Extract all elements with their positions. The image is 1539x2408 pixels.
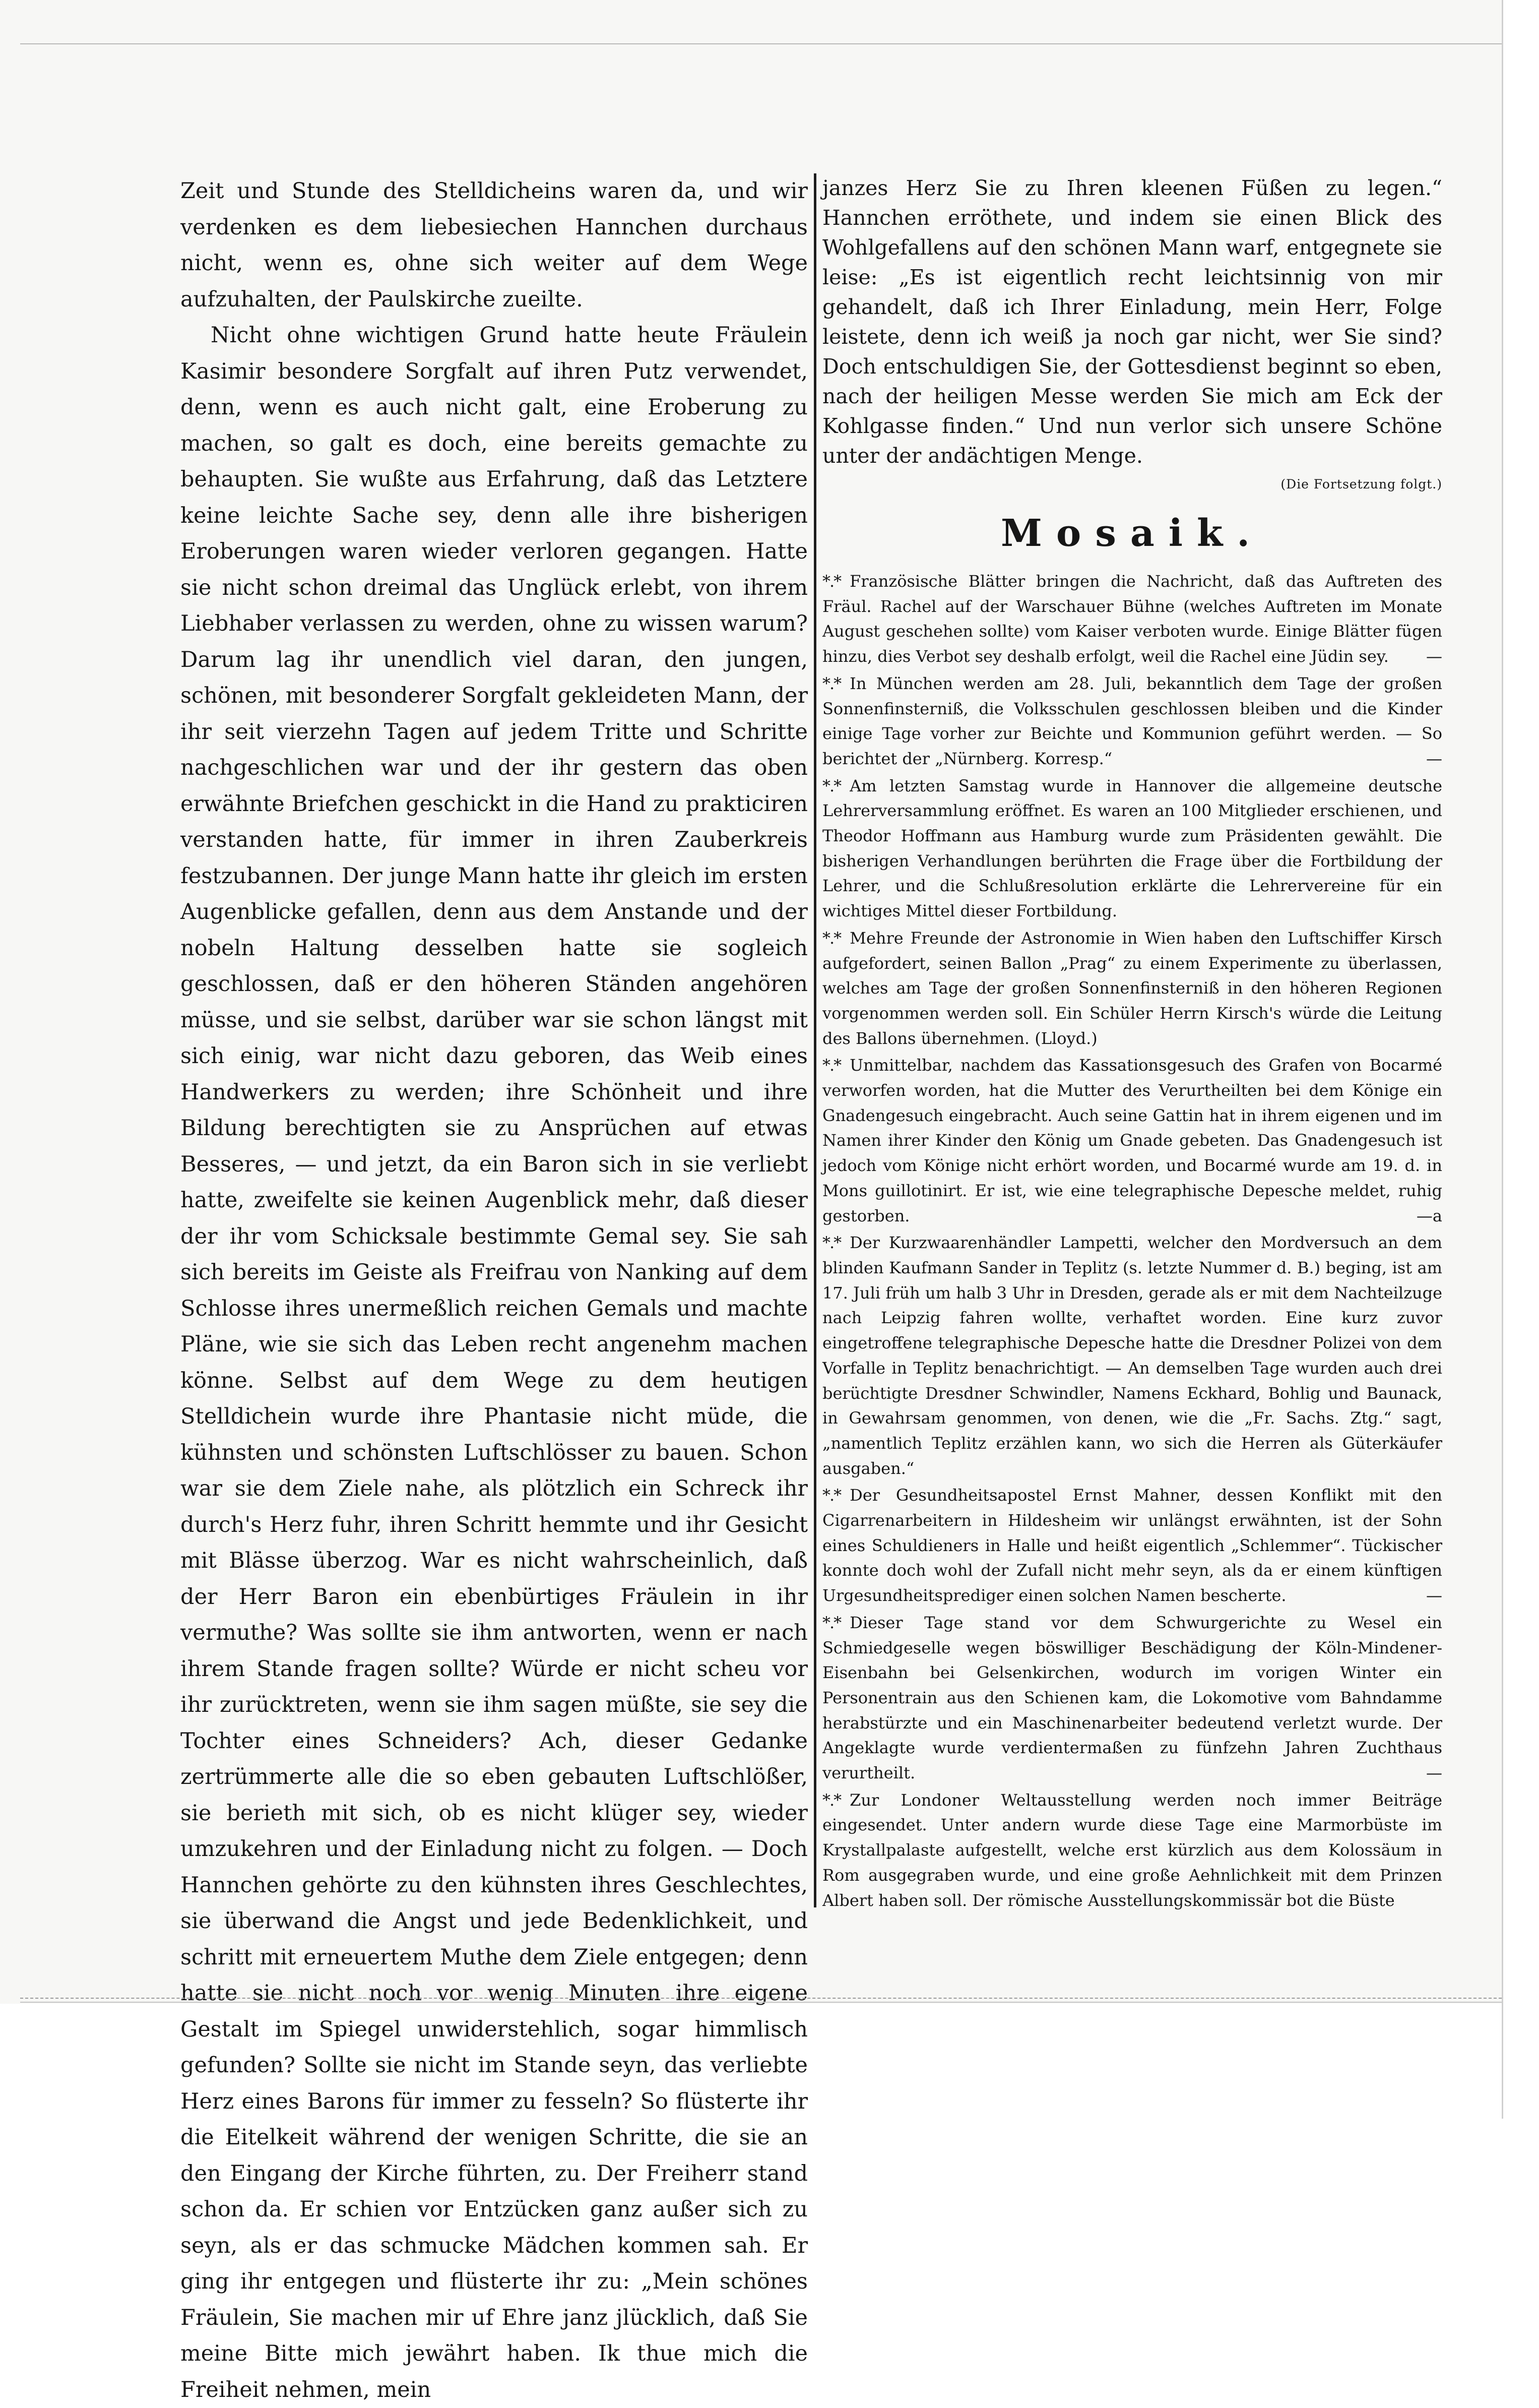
section-title: Mosaik. <box>1000 512 1264 555</box>
news-marker: *.* <box>822 776 841 795</box>
news-marker: *.* <box>822 673 841 693</box>
news-marker: *.* <box>822 1233 841 1253</box>
news-marker: *.* <box>822 928 841 948</box>
news-item <box>822 1053 1442 1228</box>
news-end-mark: — <box>1426 749 1442 768</box>
page-edge <box>1502 0 1539 2119</box>
news-marker: *.* <box>822 1790 841 1810</box>
news-item <box>822 569 1442 669</box>
news-text: Mehre Freunde der Astronomie in Wien haben den Luftschiffer Kirsch aufgefordert, seinen Ballon „Prag“ zu einem Experimente zu überlassen, welches am Tage der großen Sonnenfinsterniß in den höheren Regionen vorgenommen werden soll. Ein Schüler Herrn Kirsch's würde die Leitung des Ballons übernehmen. (Lloyd.) <box>822 928 1442 1048</box>
news-text: Zur Londoner Weltausstellung werden noch immer Beiträge eingesendet. Unter andern wurde diese Tage eine Marmorbüste im Krystallpalaste aufgestellt, welche erst kürzlich aus dem Kolossäum in Rom ausgegraben wurde, und eine große Aehnlichkeit mit dem Prinzen Albert haben soll. Der römische Ausstellungskommissär bot die Büste <box>822 1790 1442 1910</box>
news-item <box>822 774 1442 924</box>
news-text: Unmittelbar, nachdem das Kassationsgesuch des Grafen von Bocarmé verworfen worden, hat die Mutter des Verurtheilten bei dem Könige ein Gnadengesuch eingebracht. Auch seine Gattin hat in ihrem eigenen und im Namen ihrer Kinder den König um Gnade gebeten. Das Gnadengesuch ist jedoch vom Könige nicht erhört worden, und Bocarmé wurde am 19. d. in Mons guillotinirt. Er ist, wie eine telegraphische Depesche meldet, ruhig gestorben. <box>822 1056 1442 1225</box>
news-text: Am letzten Samstag wurde in Hannover die allgemeine deutsche Lehrerversammlung eröffnet. Es waren an 100 Mitglieder erschienen, und Theodor Hoffmann aus Hamburg wurde zum Präsidenten gewählt. Die bisherigen Verhandlungen berührten die Frage über die Fortbildung der Lehrer, und die Schlußresolution erklärte die Lehrervereine für ein wichtiges Mittel dieser Fortbildung. <box>822 776 1442 921</box>
story-paragraph: Nicht ohne wichtigen Grund hatte heute Fräulein Kasimir besondere Sorgfalt auf ihren Putz verwendet, denn, wenn es auch nicht galt, eine Eroberung zu machen, so galt es doch, eine bereits gemachte zu behaupten. Sie wußte aus Erfahrung, daß das Letztere keine leichte Sache sey, denn alle ihre bisherigen Eroberungen waren wieder verloren gegangen. Hatte sie nicht schon dreimal das Unglück erlebt, von ihrem Liebhaber verlassen zu werden, ohne zu wissen warum? Darum lag ihr unendlich viel daran, den jungen, schönen, mit besonderer Sorgfalt gekleideten Mann, der ihr seit vierzehn Tagen auf jedem Tritte und Schritte nachgeschlichen war und der ihr gestern das oben erwähnte Briefchen geschickt in die Hand zu prakticiren verstanden hatte, für immer in ihren Zauberkreis festzubannen. Der junge Mann hatte ihr gleich im ersten Augenblicke gefallen, denn aus dem Anstande und der nobeln Haltung desselben hatte sie sogleich geschlossen, daß er den höheren Ständen angehören müsse, und sie selbst, darüber war sie schon längst mit sich einig, war nicht dazu geboren, das Weib eines Handwerkers zu werden; ihre Schönheit und ihre Bildung berechtigten sie zu Ansprüchen auf etwas Besseres, — und jetzt, da ein Baron sich in sie verliebt hatte, zweifelte sie keinen Augenblick mehr, daß dieser der ihr vom Schicksale bestimmte Gemal sey. Sie sah sich bereits im Geiste als Freifrau von Nanking auf dem Schlosse ihres unermeßlich reichen Gemals und machte Pläne, wie sie sich das Leben recht angenehm machen könne. Selbst auf dem Wege zu dem heutigen Stelldichein wurde ihre Phantasie nicht müde, die kühnsten und schönsten Luftschlösser zu bauen. Schon war sie dem Ziele nahe, als plötzlich ein Schreck ihr durch's Herz fuhr, ihren Schritt hemmte und ihr Gesicht mit Blässe überzog. War es nicht wahrscheinlich, daß der Herr Baron ein ebenbürtiges Fräulein in ihr vermuthe? Was sollte sie ihm antworten, wenn er nach ihrem Stande fragen sollte? Würde er nicht scheu vor ihr zurücktreten, wenn sie ihm sagen müßte, sie sey die Tochter eines Schneiders? Ach, dieser Gedanke zertrümmerte alle die so eben gebauten Luftschlößer, sie berieth mit sich, ob es nicht klüger sey, wieder umzukehren und der Einladung nicht zu folgen. — Doch Hannchen gehörte zu den kühnsten ihres Geschlechtes, sie überwand die Angst und jede Bedenklichkeit, und schritt mit erneuertem Muthe dem Ziele entgegen; denn hatte sie nicht noch vor wenig Minuten ihre eigene Gestalt im Spiegel unwiderstehlich, sogar himmlisch gefunden? Sollte sie nicht im Stande seyn, das verliebte Herz eines Barons für immer zu fesseln? So flüsterte ihr die Eitelkeit während der wenigen Schritte, die sie an den Eingang der Kirche führten, zu. Der Freiherr stand schon da. Er schien vor Entzücken ganz außer sich zu seyn, als er das schmucke Mädchen kommen sah. Er ging ihr entgegen und flüsterte ihr zu: „Mein schönes Fräulein, Sie machen mir uf Ehre janz jlücklich, daß Sie meine Bitte mich jewährt haben. Ik thue mich die Freiheit nehmen, mein <box>180 323 808 2402</box>
news-item <box>822 1611 1442 1786</box>
top-rule <box>20 43 1502 44</box>
story-continuation: janzes Herz Sie zu Ihren kleenen Füßen zu legen.“ Hannchen erröthete, und indem sie einen Blick des Wohlgefallens auf den schönen Mann warf, entgegnete sie leise: „Es ist eigentlich recht leichtsinnig von mir gehandelt, daß ich Ihrer Einladung, mein Herr, Folge leistete, denn ich weiß ja noch gar nicht, wer Sie sind? Doch entschuldigen Sie, der Gottesdienst beginnt so eben, nach der heiligen Messe werden Sie mich am Eck der Kohlgasse finden.“ Und nun verlor sich unsere Schöne unter der andächtigen Menge. <box>822 176 1442 468</box>
news-marker: *.* <box>822 1486 841 1505</box>
story-paragraph: Zeit und Stunde des Stelldicheins waren da, und wir verdenken es dem liebesiechen Hannchen durchaus nicht, wenn es, ohne sich weiter auf dem Wege aufzuhalten, der Paulskirche zueilte. <box>180 178 808 312</box>
news-text: Der Gesundheitsapostel Ernst Mahner, dessen Konflikt mit den Cigarrenarbeitern in Hildesheim wir unlängst erwähnten, ist der Sohn eines Schuldieners in Halle und heißt eigentlich „Schlemmer“. Tückischer konnte doch wohl der Zufall nicht mehr seyn, als da er einem künftigen Urgesundheitsprediger einen solchen Namen bescherte. <box>822 1486 1442 1606</box>
news-item <box>822 1483 1442 1609</box>
news-item <box>822 1788 1442 1913</box>
news-text: Französische Blätter bringen die Nachricht, daß das Auftreten des Fräul. Rachel auf der Warschauer Bühne (welches Auftreten im Monate August geschehen sollte) vom Kaiser verboten wurde. Einige Blätter fügen hinzu, dies Verbot sey deshalb erfolgt, weil die Rachel eine Jüdin sey. <box>822 572 1442 666</box>
news-item <box>822 671 1442 772</box>
continued-note: (Die Fortsetzung folgt.) <box>1280 477 1442 491</box>
news-marker: *.* <box>822 1056 841 1075</box>
news-item <box>822 1230 1442 1481</box>
news-end-mark: — <box>1426 1586 1442 1606</box>
news-text: Dieser Tage stand vor dem Schwurgerichte zu Wesel ein Schmiedgeselle wegen böswilliger Beschädigung der Köln-Mindener-Eisenbahn bei Gelsenkirchen, wodurch im vorigen Winter ein Personentrain aus den Schienen kam, die Lokomotive vom Bahndamme herabstürzte und ein Maschinenarbeiter bedeutend verletzt wurde. Der Angeklagte wurde verdientermaßen zu fünfzehn Jahren Zuchthaus verurtheilt. <box>822 1613 1442 1783</box>
news-marker: *.* <box>822 572 841 591</box>
right-column <box>822 173 1442 1910</box>
left-column <box>180 173 808 2402</box>
news-marker: *.* <box>822 1613 841 1632</box>
news-text: Der Kurzwaarenhändler Lampetti, welcher den Mordversuch an dem blinden Kaufmann Sander in Teplitz (s. letzte Nummer d. B.) beging, ist am 17. Juli früh um halb 3 Uhr in Dresden, gerade als er mit dem Nachteilzuge nach Leipzig fahren wollte, verhaftet worden. Eine kurz zuvor eingetroffene telegraphische Depesche hatte die Dresdner Polizei von dem Vorfalle in Teplitz benachrichtigt. — An demselben Tage wurden auch drei berüchtigte Dresdner Schwindler, Namens Eckhard, Bohlig und Baunack, in Gewahrsam genommen, von denen, wie die „Fr. Sachs. Ztg.“ sagt, „namentlich Teplitz erzählen kann, wo sich die Herren als Güterkäufer ausgaben.“ <box>822 1233 1442 1478</box>
news-text: In München werden am 28. Juli, bekanntlich dem Tage der großen Sonnenfinsterniß, die Volksschulen geschlossen bleiben und die Kinder einige Tage vorher zur Beichte und Kommunion geführt werden. — So berichtet der „Nürnberg. Korresp.“ <box>822 673 1442 768</box>
column-divider <box>814 173 816 1907</box>
news-end-mark: — <box>1426 647 1442 666</box>
news-item <box>822 926 1442 1052</box>
bottom-rule <box>20 1998 1502 2003</box>
news-end-mark: — <box>1426 1763 1442 1783</box>
news-end-mark: —a <box>1416 1206 1442 1225</box>
